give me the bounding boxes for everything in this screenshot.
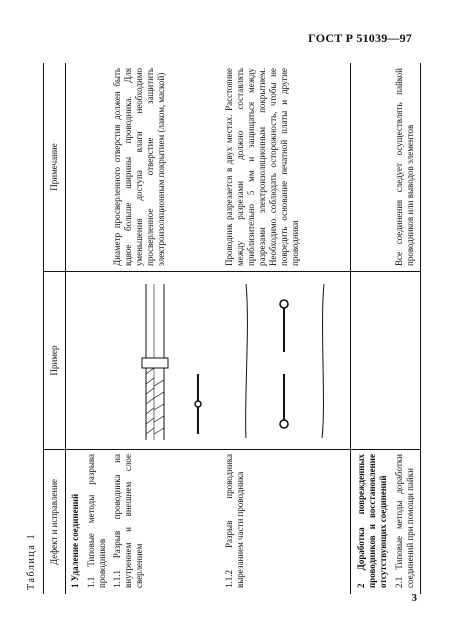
- solder-pad: [280, 420, 288, 428]
- row-1-1-2-defect: 1.1.2 Разрыв проводника вырезанием части проводника: [224, 454, 245, 588]
- cut-conductor-illustration: [222, 278, 346, 444]
- column-divider: [44, 271, 420, 272]
- column-header-note: Примечание: [49, 143, 59, 191]
- subsection-2-1: 2.1 Типовые методы доработки соединений при помощи пайки: [394, 454, 415, 588]
- column-divider: [44, 449, 420, 450]
- header-separator: [65, 63, 66, 594]
- row-1-1-2-note: Проводник разрезается в двух местах. Расстояние между разрезами должно составлять приблизительно 5 мм и защищаться между разрезами электроизоляционным покрытием. Необходимо соблюдать осторожность, чтобы не повредить основание печатной платы и другие проводники: [224, 68, 300, 266]
- column-header-example: Пример: [49, 345, 59, 376]
- standard-header: ГОСТ Р 51039—97: [308, 31, 412, 45]
- page-number: 3: [411, 592, 417, 604]
- section-1-title: 1 Удаление соединений: [70, 493, 80, 588]
- table-caption: Таблица 1: [26, 532, 37, 590]
- drilled-break-illustration: [110, 278, 220, 444]
- column-header-defect: Дефект и исправление: [49, 478, 59, 566]
- board-edge: [322, 284, 324, 438]
- section-2-title: 2 Доработка поврежденных проводников и восстановление отсутствующих соединений: [356, 454, 388, 588]
- row-separator: [350, 63, 351, 594]
- drilled-hole: [142, 358, 168, 368]
- rotated-table-block: [26, 52, 422, 598]
- hatched-copper-layer: [146, 368, 164, 434]
- subsection-1-1: 1.1 Типовые методы разрыва проводников: [86, 454, 107, 588]
- row-1-1-1-note: Диаметр просверленного отверстия должен быть вдвое больше ширины проводника. Для уменьшения доступа влаги необходимо просверленное отверстие защитить электроизоляционным покрытием (лаком, маской): [112, 68, 166, 266]
- defects-table: [43, 63, 421, 594]
- solder-pad: [280, 300, 288, 308]
- row-1-1-1-defect: 1.1.1 Разрыв проводника на внутреннем и внешнем слое сверлением: [112, 454, 144, 588]
- board-edge: [246, 284, 248, 438]
- drill-point: [195, 401, 201, 407]
- row-2-1-note: Все соединения следует осуществлять пайкой проводников или выводов элементов: [394, 68, 415, 266]
